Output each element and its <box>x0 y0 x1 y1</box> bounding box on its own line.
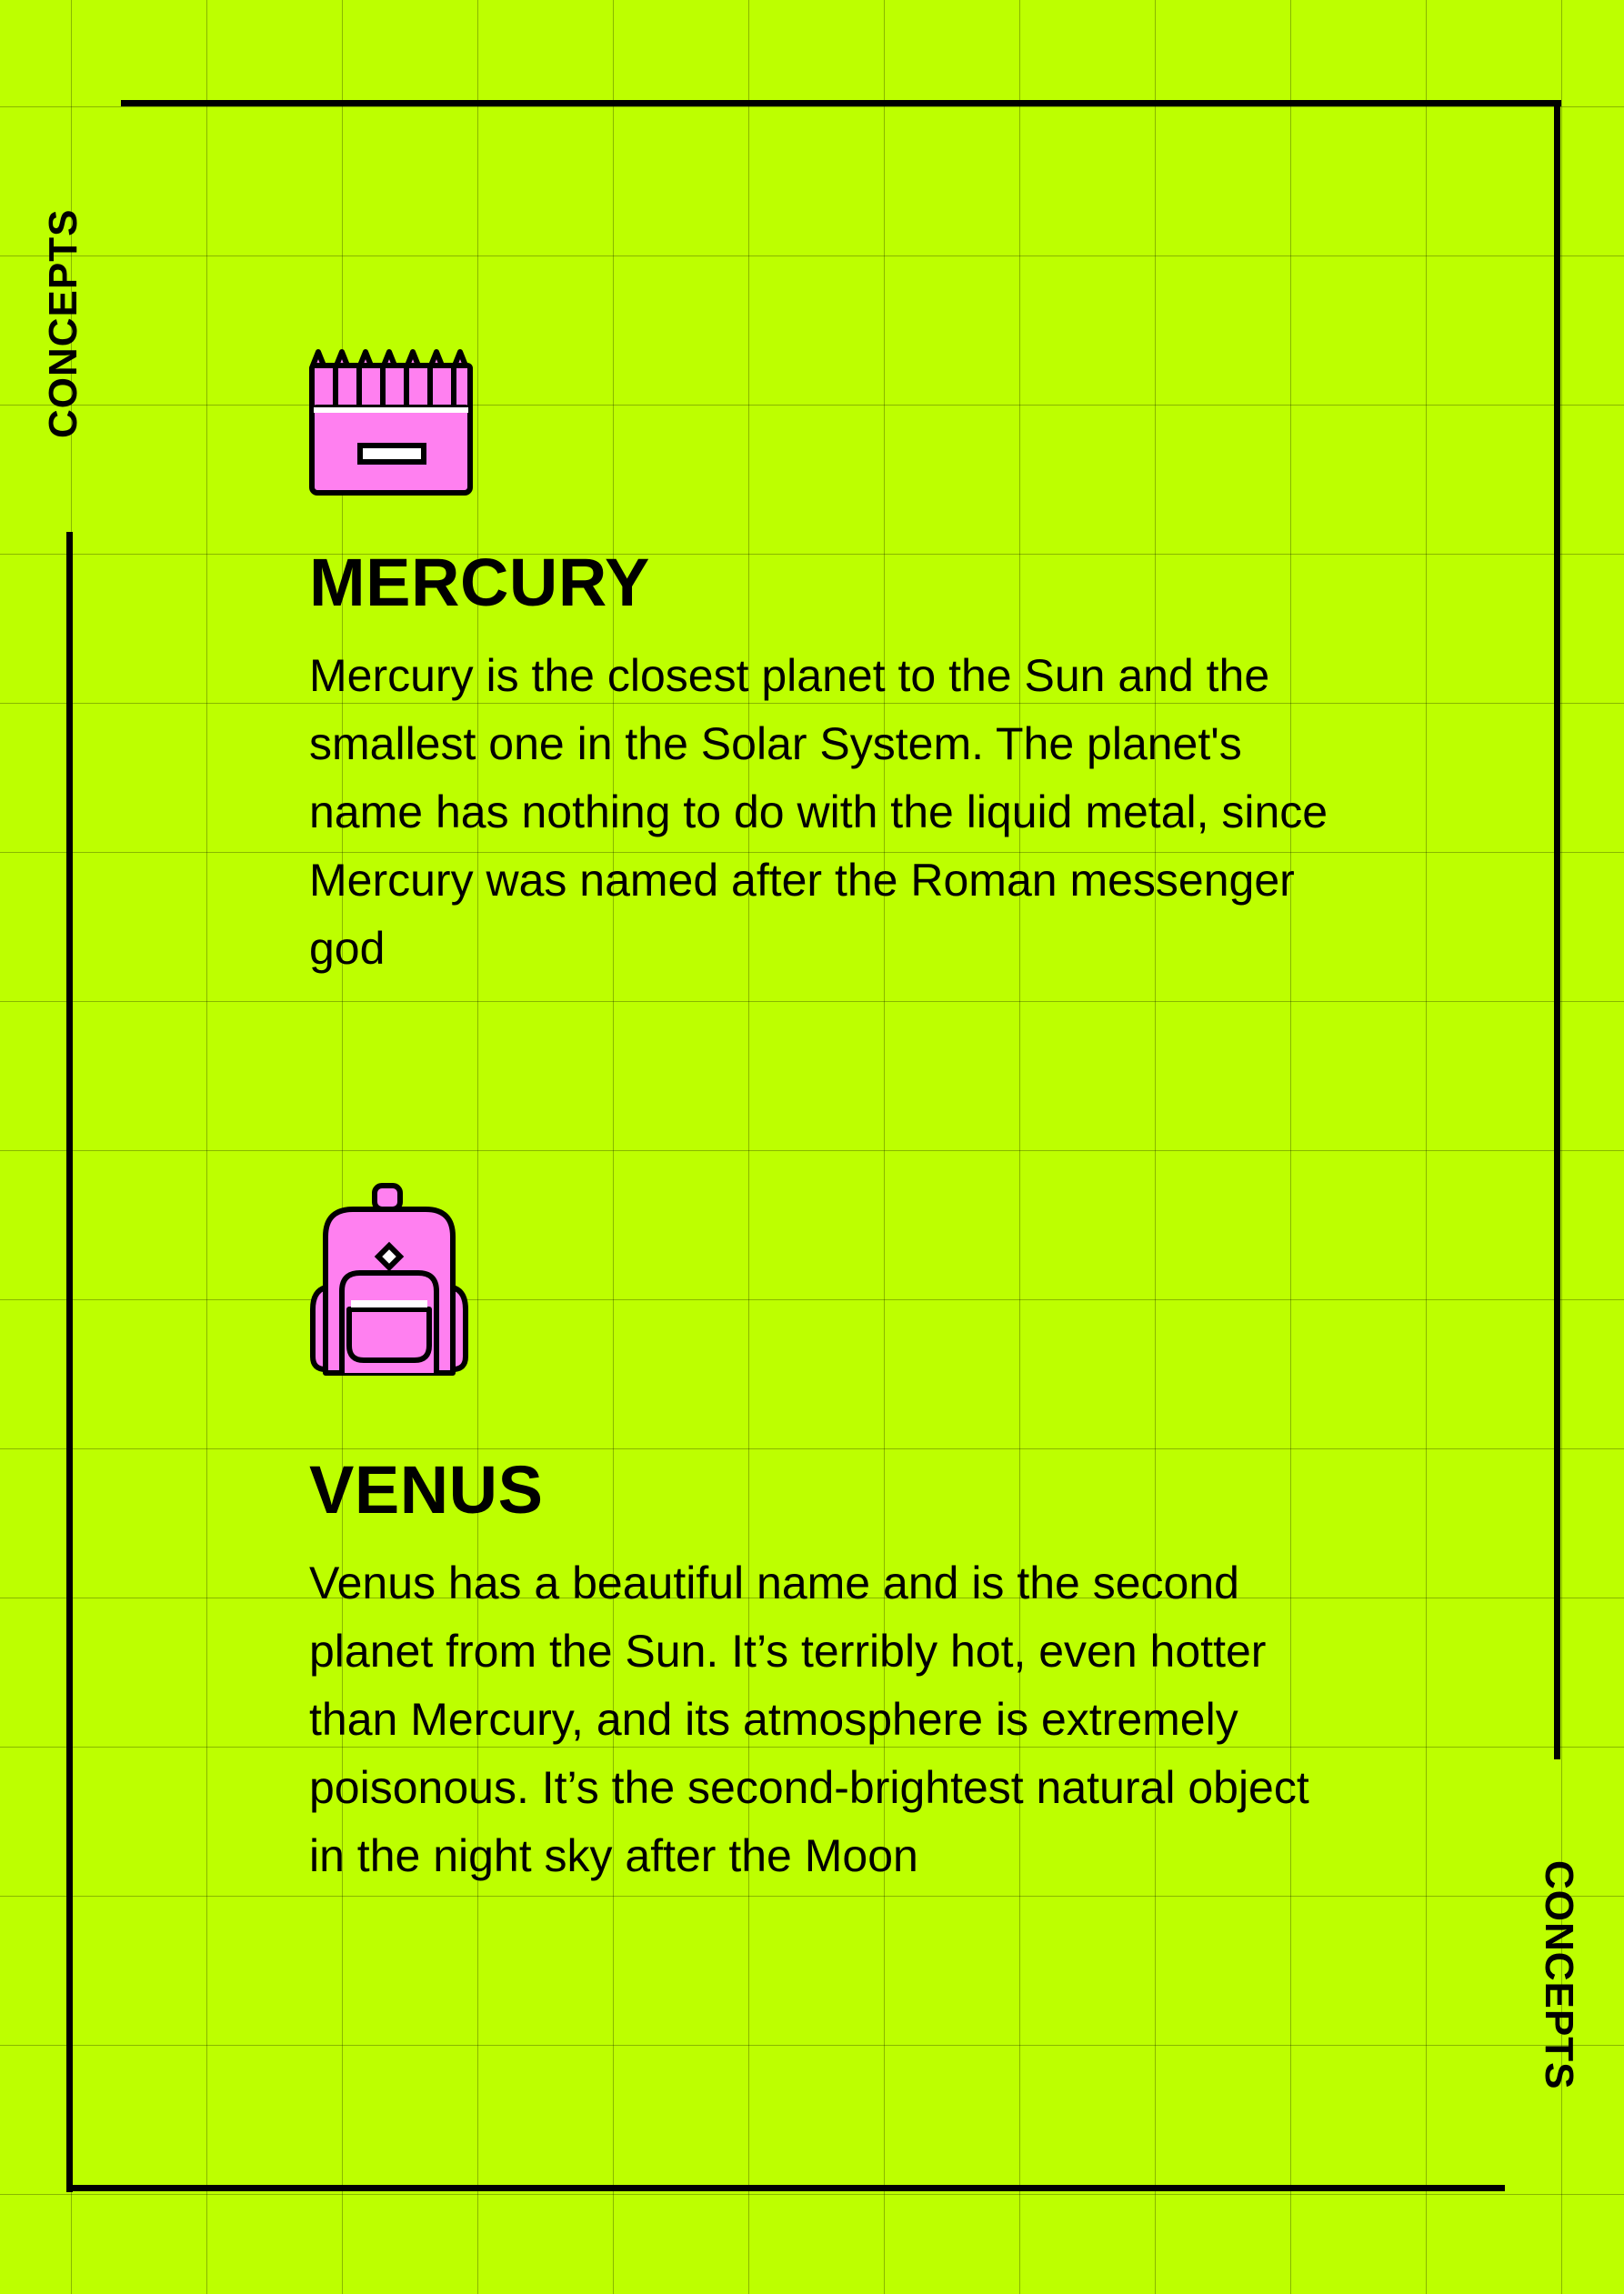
section-title: MERCURY <box>309 545 650 620</box>
frame-top-line <box>121 100 1561 106</box>
crayon-box-icon <box>309 346 478 509</box>
side-label-right: CONCEPTS <box>1537 1860 1581 2090</box>
section-venus <box>309 1182 1328 1890</box>
frame-left-line <box>66 532 73 2192</box>
frame-right-line <box>1554 100 1560 1759</box>
backpack-icon <box>309 1182 478 1384</box>
frame-bottom-line <box>66 2185 1505 2191</box>
section-body: Mercury is the closest planet to the Sun and the smallest one in the Solar System. The planet's name has nothing to do with the liquid metal, since Mercury was named after the Roman messenger god <box>309 650 1328 974</box>
side-label-left: CONCEPTS <box>41 208 85 438</box>
section-mercury <box>309 346 1328 983</box>
section-title: VENUS <box>309 1452 544 1528</box>
section-body: Venus has a beautiful name and is the second planet from the Sun. It’s terribly hot, even hotter than Mercury, and its atmosphere is extremely poisonous. It’s the second-brightest natural object in the night sky after the Moon <box>309 1558 1309 1881</box>
